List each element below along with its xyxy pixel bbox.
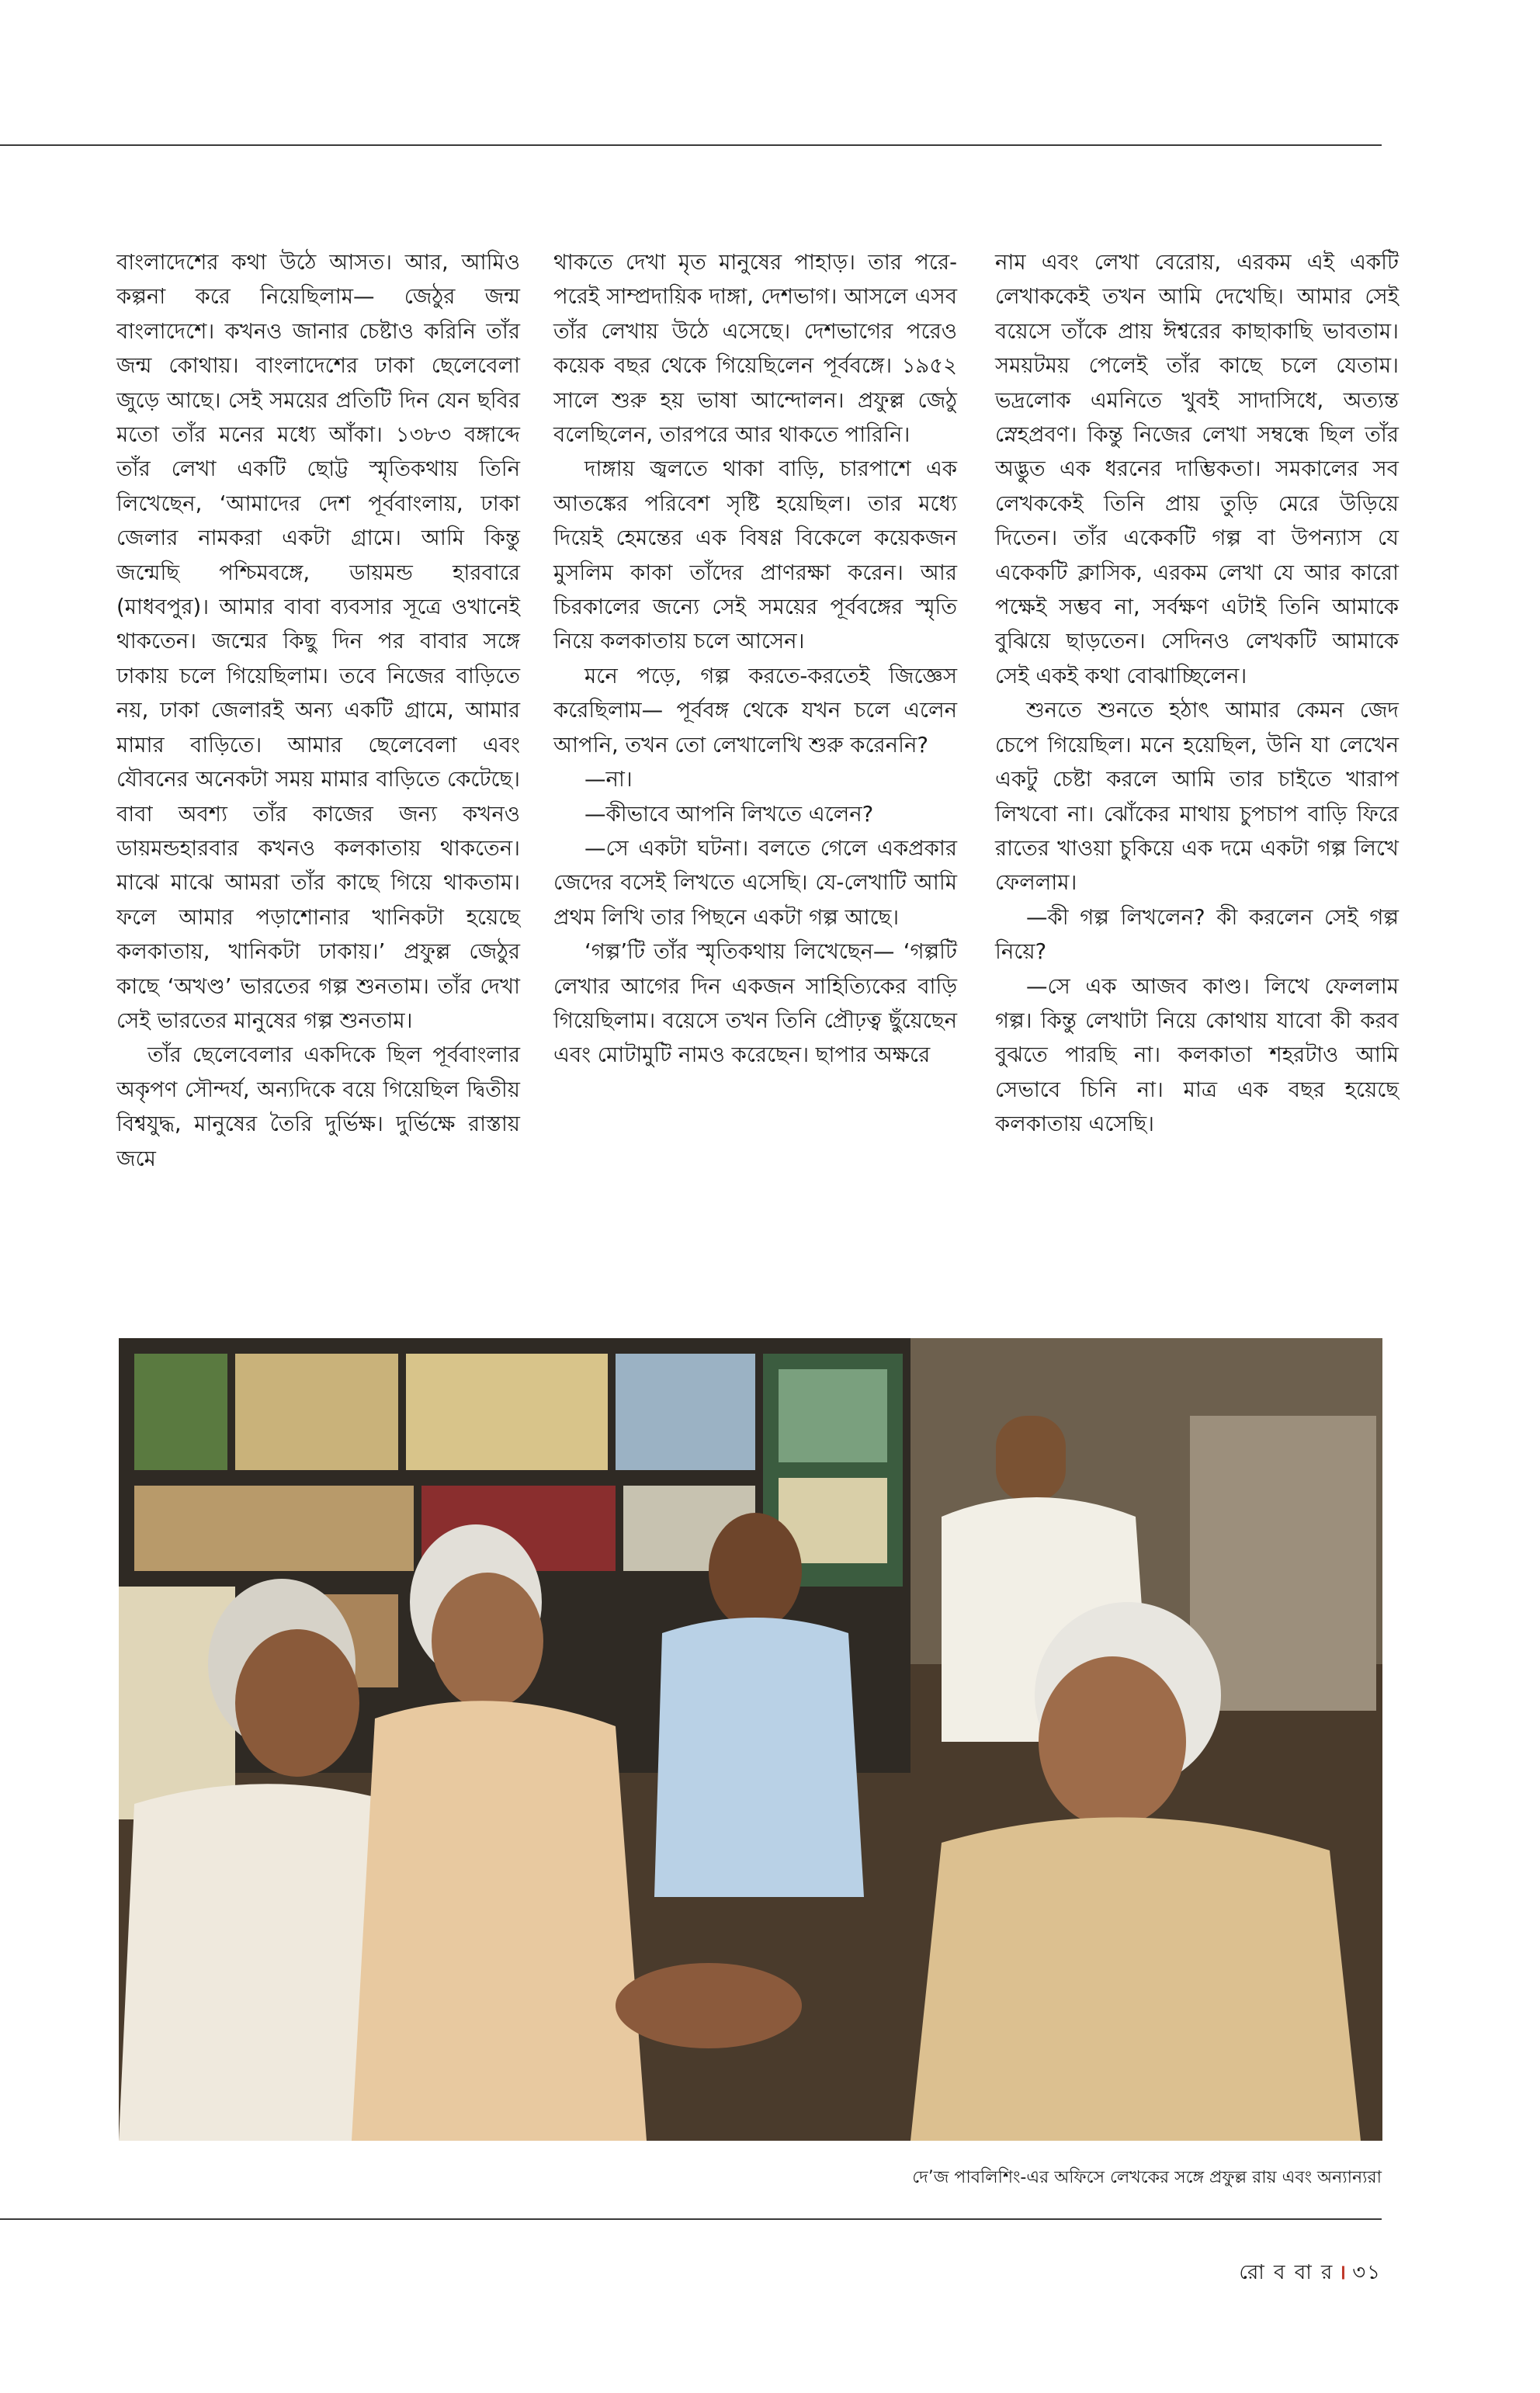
- top-rule: [0, 144, 1382, 146]
- paragraph: —কী গল্প লিখলেন? কী করলেন সেই গল্প নিয়ে?: [995, 904, 1399, 965]
- hands: [616, 1963, 802, 2048]
- paragraph: শুনতে শুনতে হঠাৎ আমার কেমন জেদ চেপে গিয়েছিল। মনে হয়েছিল, উনি যা লেখেন একটু চেষ্টা করলে আমি তার চাইতে খারাপ লিখবো না। ঝোঁকের মাথায় চুপচাপ বাড়ি ফিরে রাতের খাওয়া চুকিয়ে এক দমে একটা গল্প লিখে ফেললাম।: [995, 698, 1399, 896]
- paragraph: —না।: [584, 767, 633, 792]
- group-photo: [119, 1338, 1382, 2141]
- article-column-2: [553, 245, 957, 1073]
- paragraph: ‘গল্প’টি তাঁর স্মৃতিকথায় লিখেছেন— ‘গল্পটি লেখার আগের দিন একজন সাহিত্যিকের বাড়ি গিয়েছিলাম। বয়েসে তখন তিনি প্রৌঢ়ত্ব ছুঁয়েছেন এবং মোটামুটি নামও করেছেন। ছাপার অক্ষরে: [553, 939, 957, 1068]
- photo-caption: দে’জ পাবলিশিং-এর অফিসে লেখকের সঙ্গে প্রফুল্ল রায় এবং অন্যান্যরা: [912, 2168, 1382, 2187]
- paragraph: —সে এক আজব কাণ্ড। লিখে ফেললাম গল্প। কিন্তু লেখাটা নিয়ে কোথায় যাবো কী করব বুঝতে পারছি না। কলকাতা শহরটাও আমি সেভাবে চিনি না। মাত্র এক বছর হয়েছে কলকাতায় এসেছি।: [995, 973, 1399, 1137]
- person-elder-centre-face: [432, 1573, 543, 1709]
- paragraph: নাম এবং লেখা বেরোয়, এরকম এই একটি লেখাককেই তখন আমি দেখেছি। আমার সেই বয়েসে তাঁকে প্রায় ঈশ্বরের কাছাকাছি ভাবতাম। সময়টময় পেলেই তাঁর কাছে চলে যেতাম। ভদ্রলোক এমনিতে খুবই সাদাসিধে, অত্যন্ত স্নেহপ্রবণ। কিন্তু নিজের লেখা সম্বন্ধে ছিল তাঁর অদ্ভুত এক ধরনের দাম্ভিকতা। সমকালের সব লেখককেই তিনি প্রায় তুড়ি মেরে উড়িয়ে দিতেন। তাঁর একেকটি গল্প বা উপন্যাস যে একেকটি ক্লাসিক, এরকম লেখা যে আর কারো পক্ষেই সম্ভব না, সর্বক্ষণ এটাই তিনি আমাকে বুঝিয়ে ছাড়তেন। সেদিনও লেখকটি আমাকে সেই একই কথা বোঝাচ্ছিলেন।: [995, 250, 1399, 688]
- page-footer: [1239, 2256, 1382, 2291]
- paragraph: দাঙ্গায় জ্বলতে থাকা বাড়ি, চারপাশে এক আতঙ্কের পরিবেশ সৃষ্টি হয়েছিল। তার মধ্যে দিয়েই হেমন্তের এক বিষণ্ণ বিকেলে কয়েকজন মুসলিম কাকা তাঁদের প্রাণরক্ষা করেন। আর চিরকালের জন্যে সেই সময়ের পূর্ববঙ্গের স্মৃতি নিয়ে কলকাতায় চলে আসেন।: [553, 456, 957, 654]
- person-elder-right-face: [1039, 1656, 1186, 1827]
- paragraph: —কীভাবে আপনি লিখতে এলেন?: [584, 801, 874, 827]
- person-standing-head: [996, 1416, 1066, 1501]
- paragraph: থাকতে দেখা মৃত মানুষের পাহাড়। তার পরে-পরেই সাম্প্রদায়িক দাঙ্গা, দেশভাগ। আসলে এসব তাঁর লেখায় উঠে এসেছে। দেশভাগের পরেও কয়েক বছর থেকে গিয়েছিলেন পূর্ববঙ্গে। ১৯৫২ সালে শুরু হয় ভাষা আন্দোলন। প্রফুল্ল জেঠু বলেছিলেন, তারপরে আর থাকতে পারিনি।: [553, 250, 957, 448]
- page-number: ৩১: [1352, 2261, 1382, 2284]
- person-blue-shirt-body: [654, 1618, 864, 1897]
- paragraph: —সে একটা ঘটনা। বলতে গেলে একপ্রকার জেদের বসেই লিখতে এসেছি। যে-লেখাটি আমি প্রথম লিখি তার পিছনে একটা গল্প আছে।: [553, 835, 957, 930]
- person-elder-right-body: [910, 1817, 1361, 2141]
- paragraph: তাঁর ছেলেবেলার একদিকে ছিল পূর্ববাংলার অকৃপণ সৌন্দর্য, অন্যদিকে বয়ে গিয়েছিল দ্বিতীয় বিশ্বযুদ্ধ, মানুষের তৈরি দুর্ভিক্ষ। দুর্ভিক্ষে রাস্তায় জমে: [116, 1042, 520, 1171]
- article-column-1: [116, 245, 520, 1176]
- paragraph: মনে পড়ে, গল্প করতে-করতেই জিজ্ঞেস করেছিলাম— পূর্ববঙ্গ থেকে যখন চলে এলেন আপনি, তখন তো লেখালেখি শুরু করেননি?: [553, 663, 957, 758]
- person-elder-centre-body: [352, 1701, 647, 2141]
- article-column-3: [995, 245, 1399, 1142]
- footer-separator: ।: [1338, 2261, 1348, 2284]
- person-blue-shirt-head: [709, 1513, 802, 1629]
- person-elder-left-face: [235, 1629, 359, 1777]
- magazine-name: রো ব বা র: [1239, 2261, 1334, 2284]
- bottom-rule: [0, 2218, 1382, 2220]
- paragraph: বাংলাদেশের কথা উঠে আসত। আর, আমিও কল্পনা করে নিয়েছিলাম— জেঠুর জন্ম বাংলাদেশে। কখনও জানার চেষ্টাও করিনি তাঁর জন্ম কোথায়। বাংলাদেশের ঢাকা ছেলেবেলা জুড়ে আছে। সেই সময়ের প্রতিটি দিন যেন ছবির মতো তাঁর মনের মধ্যে আঁকা। ১৩৮৩ বঙ্গাব্দে তাঁর লেখা একটি ছোট্ট স্মৃতিকথায় তিনি লিখেছেন, ‘আমাদের দেশ পূর্ববাংলায়, ঢাকা জেলার নামকরা একটা গ্রামে। আমি কিন্তু জন্মেছি পশ্চিমবঙ্গে, ডায়মন্ড হারবারে (মাধবপুর)। আমার বাবা ব্যবসার সূত্রে ওখানেই থাকতেন। জন্মের কিছু দিন পর বাবার সঙ্গে ঢাকায় চলে গিয়েছিলাম। তবে নিজের বাড়িতে নয়, ঢাকা জেলারই অন্য একটি গ্রামে, আমার মামার বাড়িতে। আমার ছেলেবেলা এবং যৌবনের অনেকটা সময় মামার বাড়িতে কেটেছে। বাবা অবশ্য তাঁর কাজের জন্য কখনও ডায়মন্ডহারবার কখনও কলকাতায় থাকতেন। মাঝে মাঝে আমরা তাঁর কাছে গিয়ে থাকতাম। ফলে আমার পড়াশোনার খানিকটা হয়েছে কলকাতায়, খানিকটা ঢাকায়।’ প্রফুল্ল জেঠুর কাছে ‘অখণ্ড’ ভারতের গল্প শুনতাম। তাঁর দেখা সেই ভারতের মানুষের গল্প শুনতাম।: [116, 250, 520, 1033]
